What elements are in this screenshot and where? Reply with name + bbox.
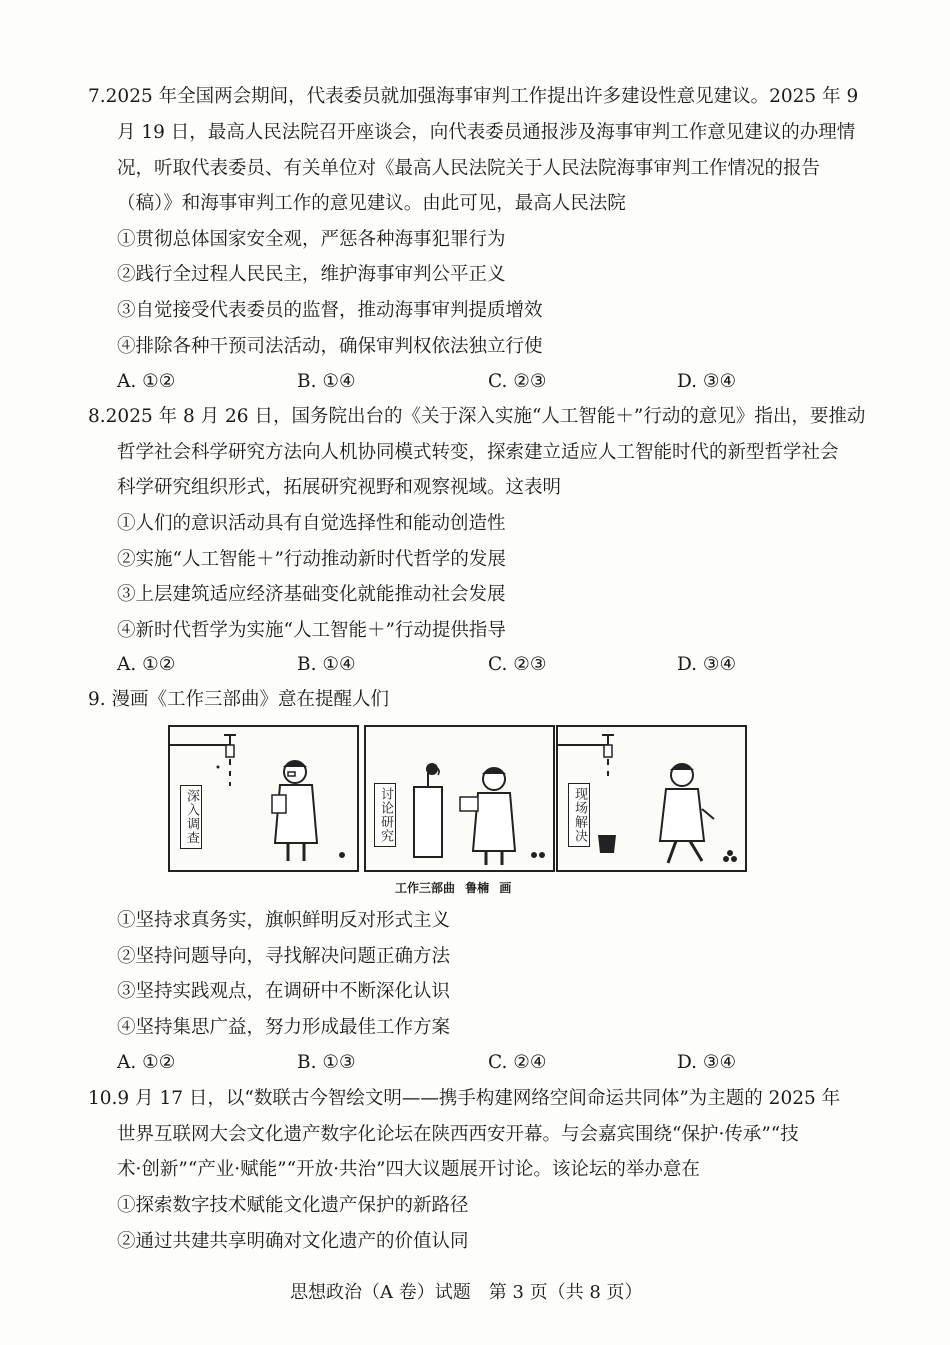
q9-choice-c: C. ②④ xyxy=(488,1052,547,1073)
q10-stem-line-2: 世界互联网大会文化遗产数字化论坛在陕西西安开幕。与会嘉宾围绕“保护·传承”“技 xyxy=(117,1124,799,1145)
q9-item-3: ③坚持实践观点，在调研中不断深化认识 xyxy=(117,981,451,1002)
q10-stem-line-1: 10.9 月 17 日，以“数联古今智绘文明——携手构建网络空间命运共同体”为主题的 2025 年 xyxy=(88,1088,841,1109)
q7-item-4: ④排除各种干预司法活动，确保审判权依法独立行使 xyxy=(117,336,543,357)
q8-choice-c: C. ②③ xyxy=(488,654,547,675)
q7-item-1: ①贯彻总体国家安全观，严惩各种海事犯罪行为 xyxy=(117,229,506,250)
comic-panel-discuss xyxy=(364,725,555,872)
q8-stem-line-2: 哲学社会科学研究方法向人机协同模式转变，探索建立适应人工智能时代的新型哲学社会 xyxy=(117,442,839,463)
comic-label-1: 深入调查 xyxy=(180,785,202,849)
comic-panel-investigate xyxy=(168,725,359,872)
q10-item-1: ①探索数字技术赋能文化遗产保护的新路径 xyxy=(117,1195,469,1216)
q8-stem-line-1: 8.2025 年 8 月 26 日，国务院出台的《关于深入实施“人工智能＋”行动的意见》指出，要推动 xyxy=(88,406,866,427)
q10-stem-line-3: 术·创新”“产业·赋能”“开放·共治”四大议题展开讨论。该论坛的举办意在 xyxy=(117,1159,700,1180)
q8-item-3: ③上层建筑适应经济基础变化就能推动社会发展 xyxy=(117,584,506,605)
q8-item-2: ②实施“人工智能＋”行动推动新时代哲学的发展 xyxy=(117,549,506,570)
q7-stem-line-1: 7.2025 年全国两会期间，代表委员就加强海事审判工作提出许多建设性意见建议。2025 年 9 xyxy=(88,86,859,107)
q8-choice-a: A. ①② xyxy=(117,654,176,675)
q7-item-3: ③自觉接受代表委员的监督，推动海事审判提质增效 xyxy=(117,300,543,321)
q9-choice-b: B. ①③ xyxy=(297,1052,356,1073)
q10-item-2: ②通过共建共享明确对文化遗产的价值认同 xyxy=(117,1231,469,1252)
q9-choice-a: A. ①② xyxy=(117,1052,176,1073)
q8-choice-b: B. ①④ xyxy=(297,654,356,675)
q9-item-2: ②坚持问题导向，寻找解决问题正确方法 xyxy=(117,946,451,967)
q8-item-4: ④新时代哲学为实施“人工智能＋”行动提供指导 xyxy=(117,620,506,641)
q9-stem: 9. 漫画《工作三部曲》意在提醒人们 xyxy=(88,689,390,710)
page-footer: 思想政治（A 卷）试题 第 3 页（共 8 页） xyxy=(290,1282,643,1303)
q9-choice-d: D. ③④ xyxy=(677,1052,737,1073)
q7-item-2: ②践行全过程人民民主，维护海事审判公平正义 xyxy=(117,264,506,285)
q7-choice-b: B. ①④ xyxy=(297,371,356,392)
q7-choice-c: C. ②③ xyxy=(488,371,547,392)
q8-choice-d: D. ③④ xyxy=(677,654,737,675)
q7-choice-a: A. ①② xyxy=(117,371,176,392)
q9-item-1: ①坚持求真务实，旗帜鲜明反对形式主义 xyxy=(117,910,451,931)
q7-choice-d: D. ③④ xyxy=(677,371,737,392)
comic-label-2: 讨论研究 xyxy=(374,783,396,847)
comic-label-3: 现场解决 xyxy=(568,783,590,847)
q8-item-1: ①人们的意识活动具有自觉选择性和能动创造性 xyxy=(117,513,506,534)
q8-stem-line-3: 科学研究组织形式，拓展研究视野和观察视域。这表明 xyxy=(117,477,562,498)
q7-stem-line-2: 月 19 日，最高人民法院召开座谈会，向代表委员通报涉及海事审判工作意见建议的办理情 xyxy=(117,122,856,143)
comic-caption: 工作三部曲 鲁楠 画 xyxy=(395,881,512,895)
q9-item-4: ④坚持集思广益，努力形成最佳工作方案 xyxy=(117,1017,451,1038)
q7-stem-line-4: （稿）》和海事审判工作的意见建议。由此可见，最高人民法院 xyxy=(117,193,626,214)
comic-panel-solve xyxy=(556,725,747,872)
q7-stem-line-3: 况，听取代表委员、有关单位对《最高人民法院关于人民法院海事审判工作情况的报告 xyxy=(117,158,821,179)
